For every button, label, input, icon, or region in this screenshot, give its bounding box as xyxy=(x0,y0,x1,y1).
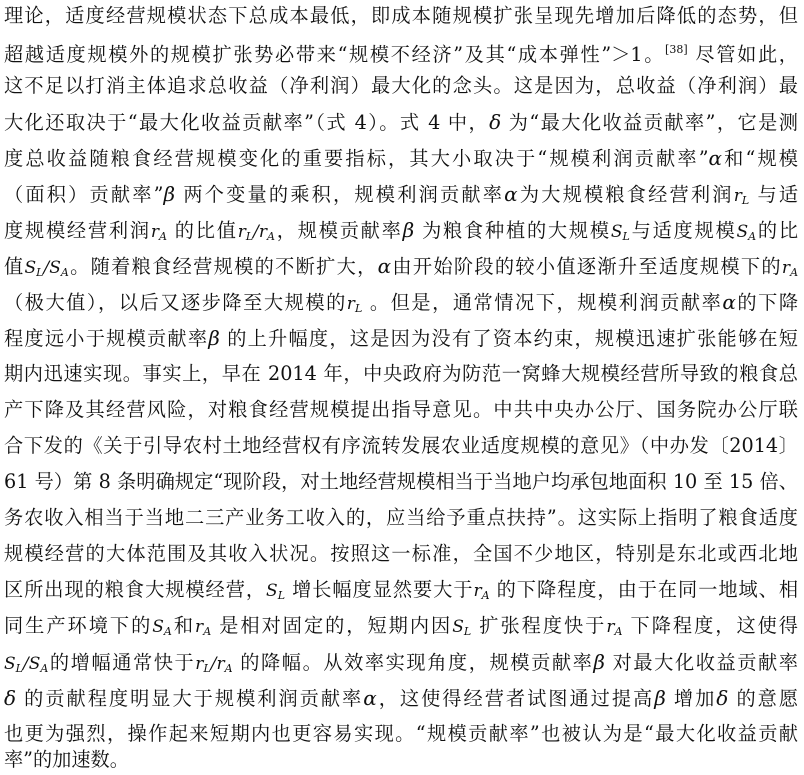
math-rL-over-rA: $r_L/r_A$ xyxy=(237,222,275,243)
math-rA: $r_A$ xyxy=(150,222,167,243)
paragraph-line: 区所出现的粮食大规模经营，$S_L$ 增长幅度显然要大于$r_A$ 的下降程度，由于在同一地域、相 xyxy=(4,578,799,602)
paragraph-line: 超越适度规模外的规模扩张势必带来“规模不经济”及其“成本弹性”＞1。[38] 尽管如此， xyxy=(4,43,798,66)
math-rL: $r_L$ xyxy=(733,186,750,207)
paragraph-line: 大化还取决于“最大化收益贡献率”（式 4）。式 4 中，δ 为“最大化收益贡献率”，它是测 xyxy=(4,110,798,134)
paragraph-line: 规模经营的大体范围及其收入状况。按照这一标准，全国不少地区，特别是东北或西北地 xyxy=(4,542,798,565)
math-SL: $S_L$ xyxy=(266,581,285,602)
alpha-symbol: α xyxy=(504,182,518,206)
paragraph-line: δ 的贡献程度明显大于规模利润贡献率α，这使得经营者试图通过提高β 增加δ 的意愿 xyxy=(4,686,799,710)
math-rL: $r_L$ xyxy=(346,294,363,315)
paragraph-line: 理论，适度经营规模状态下总成本最低，即成本随规模扩张呈现先增加后降低的态势，但 xyxy=(4,4,798,27)
paragraph-line: 期内迅速实现。事实上，早在 2014 年，中央政府为防范一窝蜂大规模经营所导致的粮食总 xyxy=(4,362,798,385)
math-rA: $r_A$ xyxy=(606,617,623,638)
paragraph-line: 务农收入相当于当地二三产业务工收入的，应当给予重点扶持”。这实际上指明了粮食适度 xyxy=(4,506,798,529)
citation-ref[interactable]: [38] xyxy=(665,43,688,56)
paragraph-line: 度规模经营利润$r_A$ 的比值$r_L/r_A$，规模贡献率β 为粮食种植的大规模$S_L$与适度规模$S_A$的比 xyxy=(4,218,799,243)
alpha-symbol: α xyxy=(377,254,392,278)
beta-symbol: β xyxy=(163,182,176,206)
alpha-symbol: α xyxy=(363,686,377,710)
paragraph-line: 同生产环境下的$S_A$和$r_A$ 是相对固定的，短期内因$S_L$ 扩张程度快于$r_A$ 下降程度，这使得 xyxy=(4,614,798,638)
math-rA: $r_A$ xyxy=(473,581,490,602)
paragraph-line: 也更为强烈，操作起来短期内也更容易实现。“规模贡献率”也被认为是“最大化收益贡献 xyxy=(4,722,798,745)
paragraph-line: $S_L/S_A$的增幅通常快于$r_L/r_A$ 的降幅。从效率实现角度，规模贡献率β 对最大化收益贡献率 xyxy=(4,650,798,675)
paragraph-line: 值$S_L/S_A$。随着粮食经营规模的不断扩大，α由开始阶段的较小值逐渐升至适度规模下的$r_A$ xyxy=(4,254,799,279)
paragraph-line: 产下降及其经营风险，对粮食经营规模提出指导意见。中共中央办公厅、国务院办公厅联 xyxy=(4,398,798,421)
delta-symbol: δ xyxy=(4,686,17,710)
paragraph-line: 这不足以打消主体追求总收益（净利润）最大化的念头。这是因为，总收益（净利润）最 xyxy=(4,74,798,97)
paragraph-line: 61 号）第 8 条明确规定“现阶段，对土地经营规模相当于当地户均承包地面积 10 至 15 倍、 xyxy=(4,470,798,493)
beta-symbol: β xyxy=(208,326,220,350)
delta-symbol: δ xyxy=(716,686,729,710)
paragraph-line: 程度远小于规模贡献率β 的上升幅度，这是因为没有了资本约束，规模迅速扩张能够在短 xyxy=(4,326,798,350)
paragraph-line: 度总收益随粮食经营规模变化的重要指标，其大小取决于“规模利润贡献率”α和“规模 xyxy=(4,146,798,170)
math-SL-over-SA: $S_L/S_A$ xyxy=(4,654,49,675)
math-rA: $r_A$ xyxy=(781,258,799,279)
math-SL: $S_L$ xyxy=(452,617,472,638)
beta-symbol: β xyxy=(593,650,605,674)
math-SA: $S_A$ xyxy=(736,222,757,243)
delta-symbol: δ xyxy=(489,110,502,134)
paragraph-line: （极大值），以后又逐步降至大规模的$r_L$ 。但是，通常情况下，规模利润贡献率α的下降 xyxy=(4,290,799,315)
paragraph-line: 合下发的《关于引导农村土地经营权有序流转发展农业适度规模的意见》（中办发〔2014〕 xyxy=(4,434,798,457)
alpha-symbol: α xyxy=(722,290,736,314)
alpha-symbol: α xyxy=(708,146,723,170)
math-SA: $S_A$ xyxy=(152,617,172,638)
paragraph-line-last: 率”的加速数。 xyxy=(4,748,129,771)
math-SL-over-SA: $S_L/S_A$ xyxy=(24,258,69,279)
math-rL-over-rA: $r_L/r_A$ xyxy=(195,654,233,675)
paragraph-line: （面积）贡献率”β 两个变量的乘积，规模利润贡献率α为大规模粮食经营利润$r_L$ 与适 xyxy=(4,182,799,207)
beta-symbol: β xyxy=(402,218,415,242)
beta-symbol: β xyxy=(654,686,666,710)
math-rA: $r_A$ xyxy=(195,617,212,638)
math-SL: $S_L$ xyxy=(610,222,630,243)
